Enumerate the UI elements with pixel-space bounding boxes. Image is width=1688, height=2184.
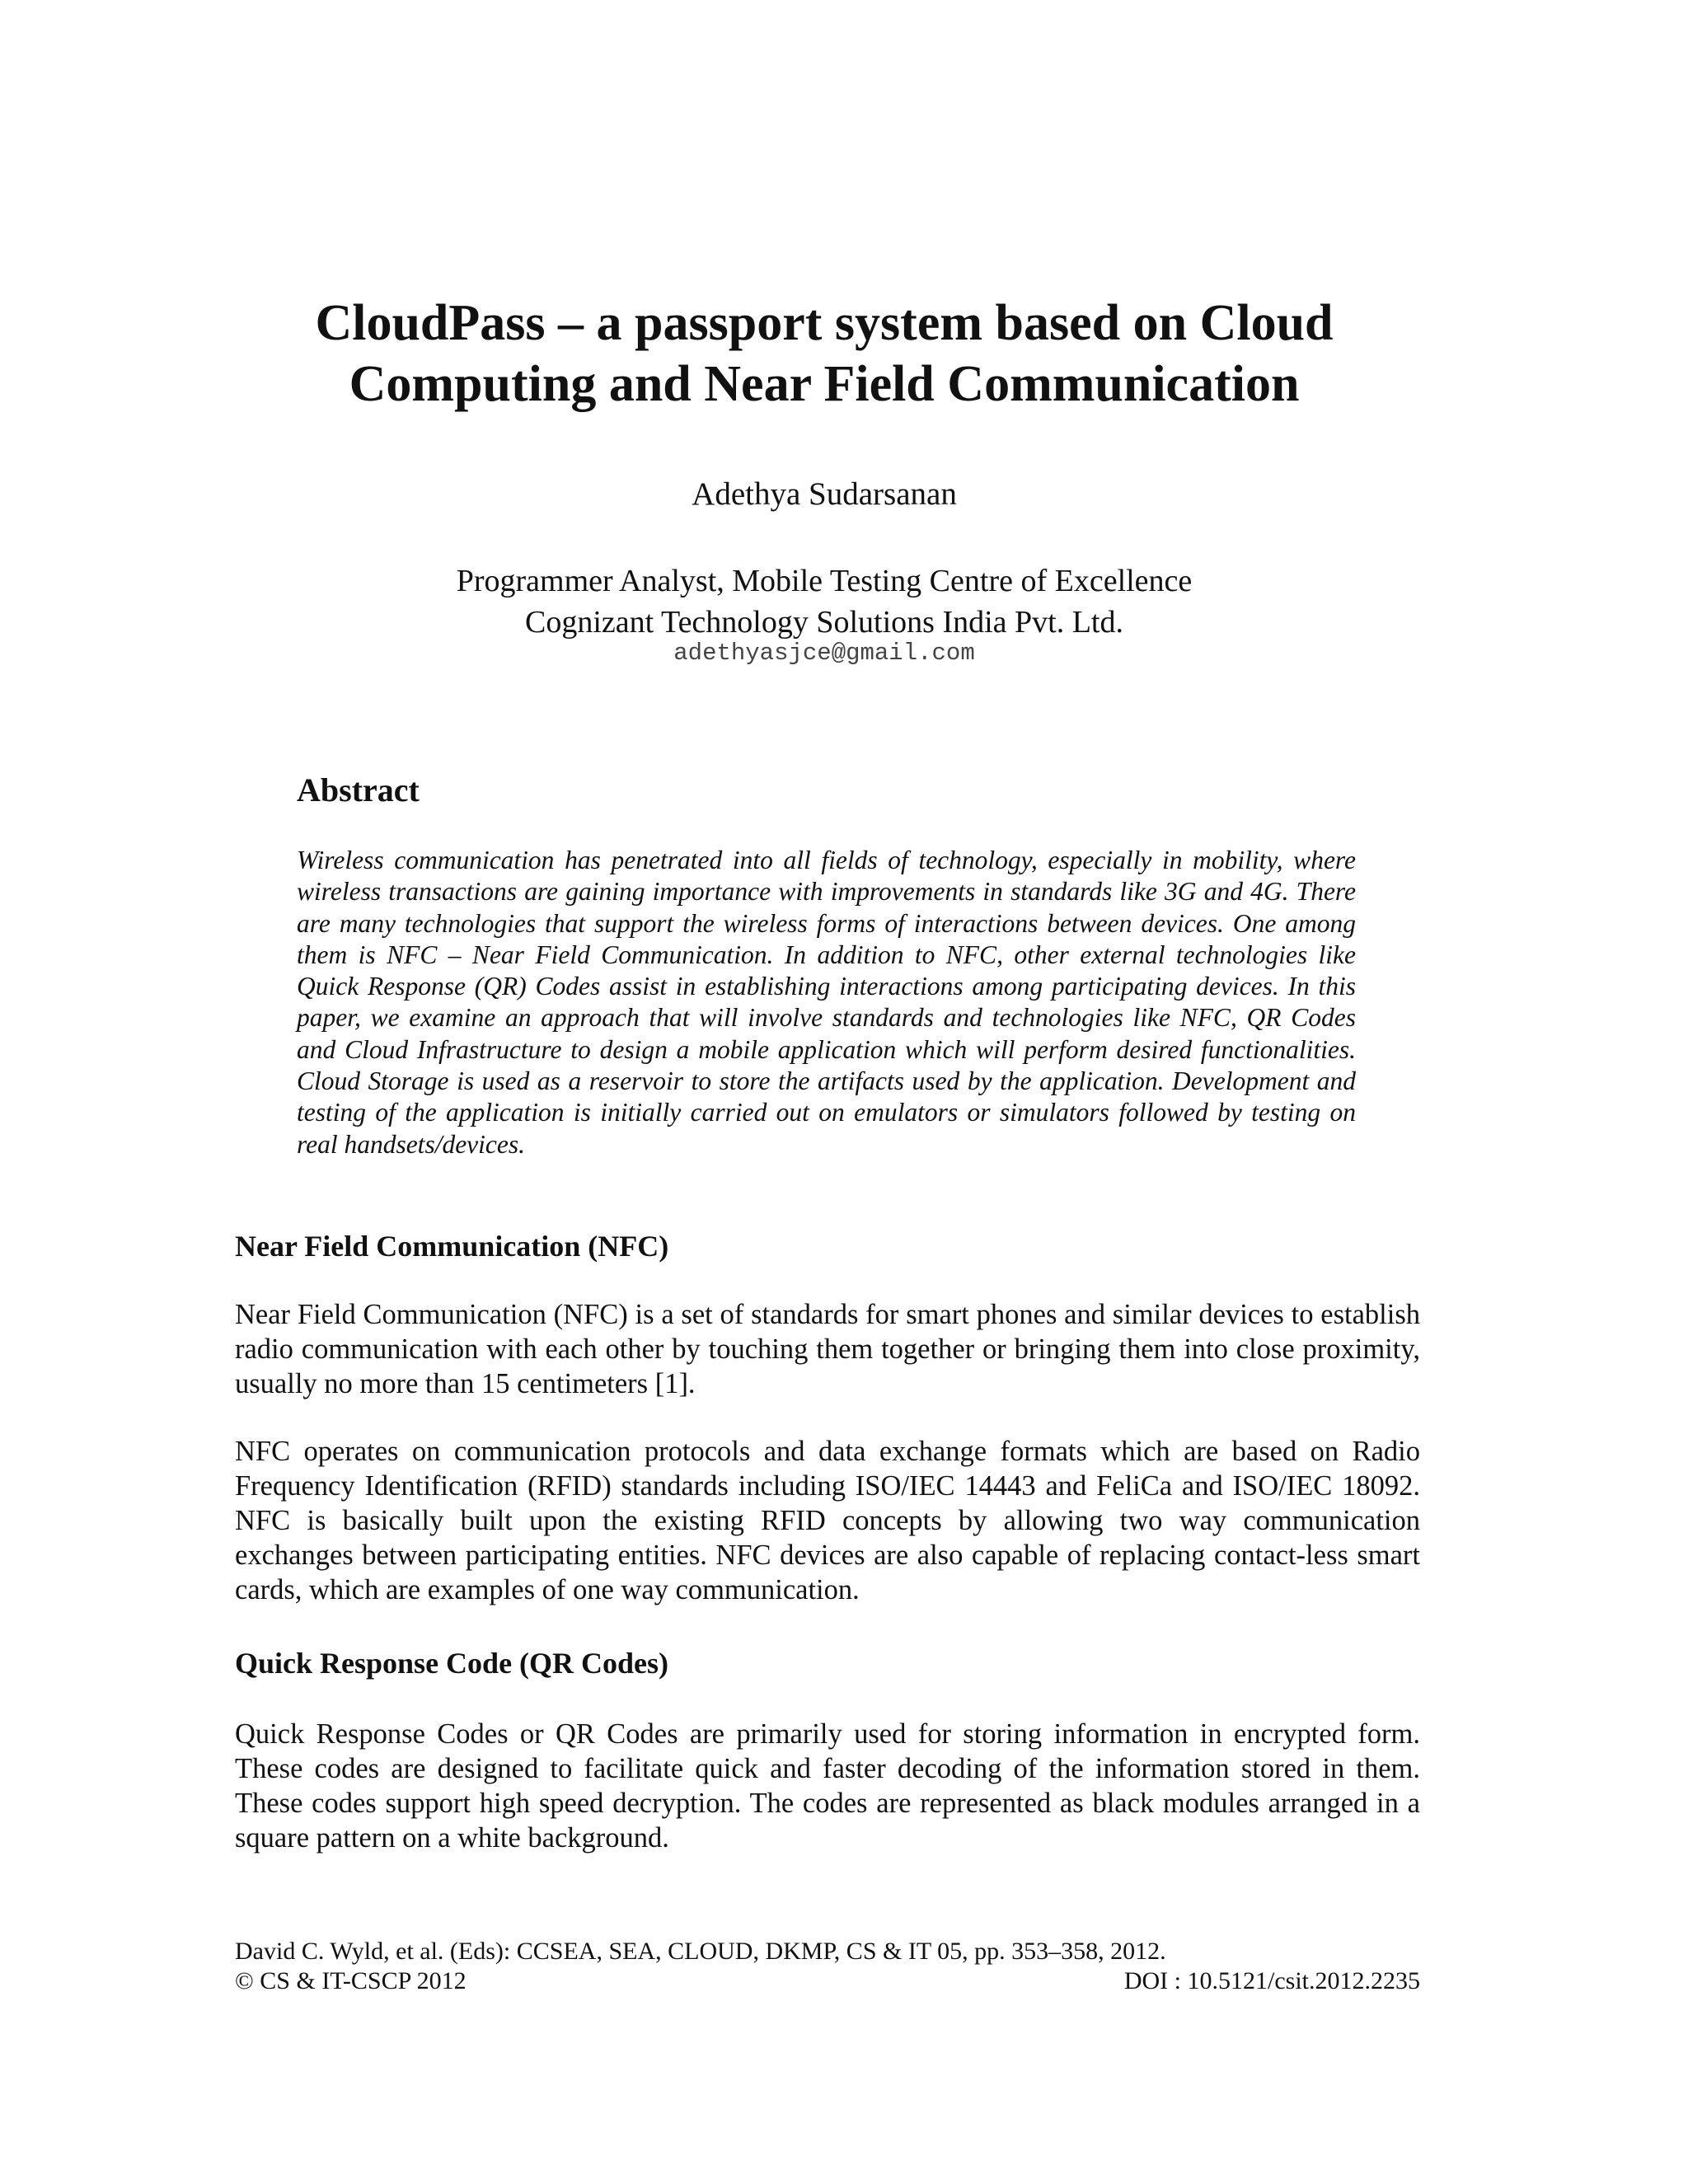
footer-citation: David C. Wyld, et al. (Eds): CCSEA, SEA, CLOUD, DKMP, CS & IT 05, pp. 353–358, 2012. [235,1938,1166,1965]
title-line-2: Computing and Near Field Communication [349,356,1300,412]
author-name: Adethya Sudarsanan [692,476,957,512]
abstract-heading: Abstract [297,771,420,808]
qr-paragraph-1: Quick Response Codes or QR Codes are primarily used for storing information in encrypted form. These codes are designed to facilitate quick and faster decoding of the information stored in them. These codes support high speed decryption. The codes are represented as black modules arranged in a square pattern on a white background. [235,1718,1420,1854]
section-heading-nfc: Near Field Communication (NFC) [235,1230,669,1263]
title-line-1: CloudPass – a passport system based on Cloud [315,295,1334,351]
section-heading-qr: Quick Response Code (QR Codes) [235,1647,669,1680]
affiliation-line-1: Programmer Analyst, Mobile Testing Centre of Excellence [456,564,1193,598]
nfc-paragraph-2: NFC operates on communication protocols and data exchange formats which are based on Radio Frequency Identification (RFID) standards including ISO/IEC 14443 and FeliCa and ISO/IEC 18092. NFC is basically built upon the existing RFID concepts by allowing two way communication exchanges between participating entities. NFC devices are also capable of replacing contact-less smart cards, which are examples of one way communication. [235,1436,1420,1605]
author-email: adethyasjce@gmail.com [673,640,975,667]
footer-copyright: © CS & IT-CSCP 2012 [235,1967,467,1994]
abstract-text: Wireless communication has penetrated into all fields of technology, especially in mobility, where wireless transactions are gaining importance with improvements in standards like 3G and 4G. There are many technologies that support the wireless forms of interactions between devices. One among them is NFC – Near Field Communication. In addition to NFC, other external technologies like Quick Response (QR) Codes assist in establishing interactions among participating devices. In this paper, we examine an approach that will involve standards and technologies like NFC, QR Codes and Cloud Infrastructure to design a mobile application which will perform desired functionalities. Cloud Storage is used as a reservoir to store the artifacts used by the application. Development and testing of the application is initially carried out on emulators or simulators followed by testing on real handsets/devices. [297,846,1356,1159]
author-affiliation [247,560,1401,643]
affiliation-line-2: Cognizant Technology Solutions India Pvt. Ltd. [525,605,1123,640]
footer-doi: DOI : 10.5121/csit.2012.2235 [1123,1967,1420,1994]
page-footer [235,1937,1420,1996]
nfc-paragraph-1: Near Field Communication (NFC) is a set of standards for smart phones and similar devices to establish radio communication with each other by touching them together or bringing them into close proximity, usually no more than 15 centimeters [1]. [235,1299,1420,1399]
paper-title [231,293,1418,415]
footer-row [235,1966,1420,1996]
